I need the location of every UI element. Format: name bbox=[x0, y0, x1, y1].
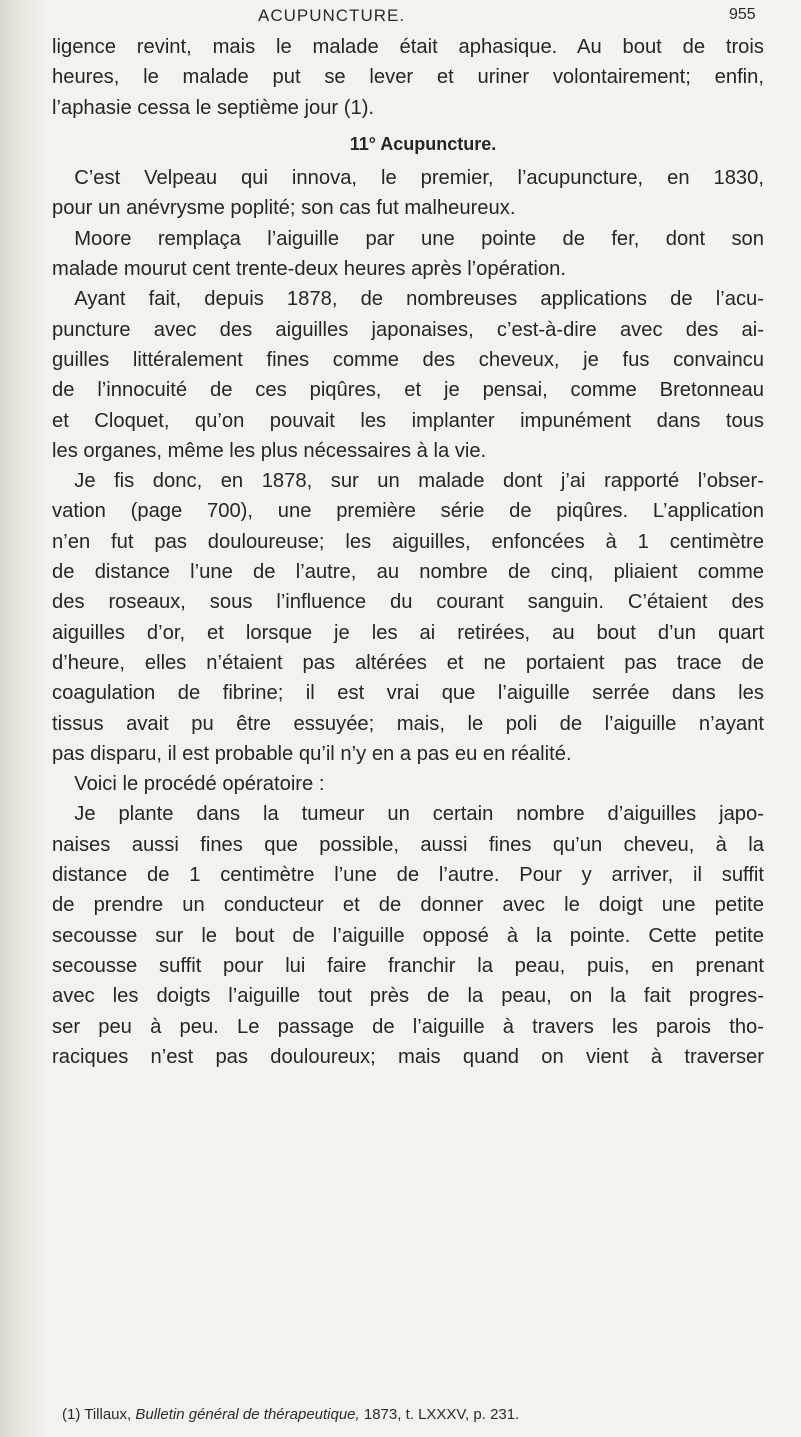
text-line: pas disparu, il est probable qu’il n’y en a pas eu en réalité. bbox=[52, 742, 572, 765]
text-line: vation (page 700), une première série de piqûres. L’application bbox=[52, 500, 764, 523]
footnote bbox=[62, 1405, 764, 1425]
text-line: coagulation de fibrine; il est vrai que l’aiguille serrée dans les bbox=[52, 682, 764, 705]
text-line: de prendre un conducteur et de donner avec le doigt une petite bbox=[52, 894, 764, 917]
text-line: C’est Velpeau qui innova, le premier, l’acupuncture, en 1830, bbox=[74, 167, 764, 190]
text-line: tissus avait pu être essuyée; mais, le poli de l’aiguille n’ayant bbox=[52, 712, 764, 735]
text-line: naises aussi fines que possible, aussi fines qu’un cheveu, à la bbox=[52, 833, 764, 856]
text-line: puncture avec des aiguilles japonaises, c’est-à-dire avec des ai- bbox=[52, 318, 764, 341]
text-line: de l’innocuité de ces piqûres, et je pensai, comme Bretonneau bbox=[52, 379, 764, 402]
text-line: heures, le malade put se lever et uriner volontairement; enfin, bbox=[52, 66, 764, 89]
running-title: ACUPUNCTURE. bbox=[258, 6, 406, 25]
text-line: secousse sur le bout de l’aiguille opposé à la pointe. Cette petite bbox=[52, 924, 764, 947]
text-line: des roseaux, sous l’influence du courant sanguin. C’étaient des bbox=[52, 591, 764, 614]
text-line: Je plante dans la tumeur un certain nombre d’aiguilles japo- bbox=[74, 803, 764, 826]
text-line: Ayant fait, depuis 1878, de nombreuses applications de l’acu- bbox=[74, 288, 764, 311]
text-line: d’heure, elles n’étaient pas altérées et ne portaient pas trace de bbox=[52, 651, 764, 674]
text-line: aiguilles d’or, et lorsque je les ai retirées, au bout d’un quart bbox=[52, 621, 764, 644]
text-line: et Cloquet, qu’on pouvait les implanter impunément dans tous bbox=[52, 409, 764, 432]
text-line: les organes, même les plus nécessaires à la vie. bbox=[52, 439, 487, 462]
text-line: malade mourut cent trente-deux heures après l’opération. bbox=[52, 258, 566, 281]
footnote-title: Bulletin général de thérapeutique, bbox=[135, 1406, 360, 1423]
body-text bbox=[52, 32, 764, 1072]
text-line: ser peu à peu. Le passage de l’aiguille à travers les parois tho- bbox=[52, 1015, 764, 1038]
text-line: n’en fut pas douloureuse; les aiguilles, enfoncées à 1 centimètre bbox=[52, 530, 764, 553]
text-line: Voici le procédé opératoire : bbox=[74, 773, 325, 796]
text-line: avec les doigts l’aiguille tout près de la peau, on la fait progres- bbox=[52, 985, 764, 1008]
text-line: raciques n’est pas douloureux; mais quand on vient à traverser bbox=[52, 1045, 764, 1068]
text-line: secousse suffit pour lui faire franchir la peau, puis, en prenant bbox=[52, 954, 764, 977]
section-heading: 11° Acupuncture. bbox=[349, 133, 497, 154]
text-line: pour un anévrysme poplité; son cas fut malheureux. bbox=[52, 197, 516, 220]
text-line: distance de 1 centimètre l’une de l’autre. Pour y arriver, il suffit bbox=[52, 864, 764, 887]
text-line: guilles littéralement fines comme des cheveux, je fus convaincu bbox=[52, 348, 764, 371]
text-line: ligence revint, mais le malade était aphasique. Au bout de trois bbox=[52, 36, 764, 58]
text-line: Moore remplaça l’aiguille par une pointe de fer, dont son bbox=[74, 227, 764, 250]
text-line: l’aphasie cessa le septième jour (1). bbox=[52, 96, 375, 119]
footnote-suffix: 1873, t. LXXXV, p. 231. bbox=[359, 1406, 520, 1423]
page-number: 955 bbox=[729, 6, 756, 23]
text-line: de distance l’une de l’autre, au nombre de cinq, pliaient comme bbox=[52, 561, 764, 584]
footnote-prefix: (1) Tillaux, bbox=[62, 1406, 136, 1423]
text-line: Je fis donc, en 1878, sur un malade dont j’ai rapporté l’obser- bbox=[74, 470, 764, 493]
